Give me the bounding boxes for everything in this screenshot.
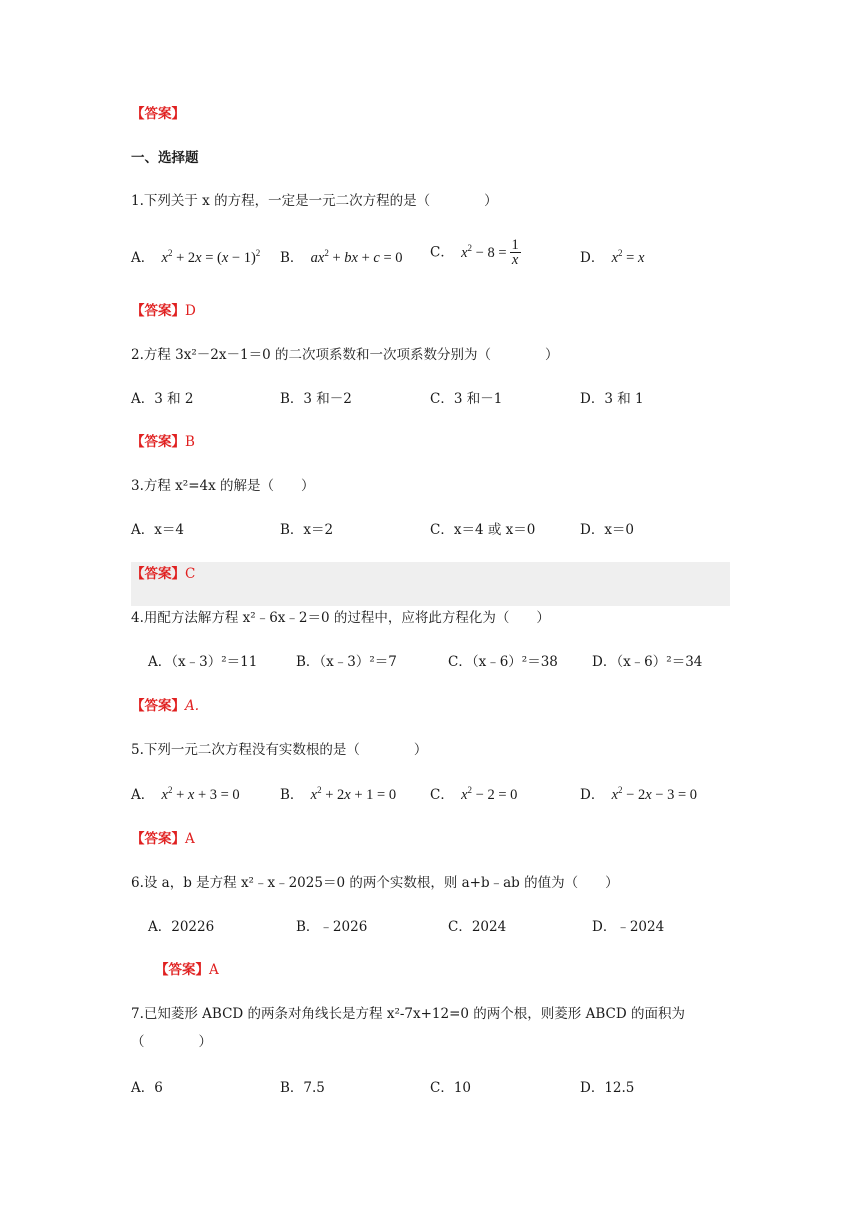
q2-answer — [131, 433, 195, 451]
q1-option-b-label: B． — [280, 250, 304, 266]
q5-answer — [131, 830, 195, 848]
q3-option-a: A．x＝4 — [131, 522, 184, 538]
section-title: 一、选择题 — [131, 150, 199, 166]
question-4-stem: 4.用配方法解方程 x²﹣6x﹣2＝0 的过程中，应将此方程化为（ ） — [131, 610, 550, 626]
q1-answer-prefix: 【答案】 — [131, 303, 185, 319]
q1-option-c-label: C． — [430, 244, 454, 261]
q3-answer-value: C — [185, 566, 196, 582]
q4-answer-prefix: 【答案】 — [131, 698, 185, 714]
q2-option-b: B．3 和－2 — [280, 391, 352, 407]
q5-option-c — [430, 786, 517, 804]
q4-answer-value: A. — [185, 698, 200, 714]
q1-option-c — [430, 238, 521, 267]
q5-answer-value: A — [185, 831, 195, 847]
question-1-stem: 1.下列关于 x 的方程，一定是一元二次方程的是（ ） — [131, 193, 498, 209]
q5-option-a-formula: $x^2 + x + 3 = 0$ — [161, 785, 240, 803]
q1-answer — [131, 302, 196, 320]
q6-answer-value: A — [209, 962, 219, 978]
q1-option-b — [280, 249, 403, 267]
question-6-stem: 6.设 a，b 是方程 x²﹣x﹣2025＝0 的两个实数根，则 a+b﹣ab 的值为（ ） — [131, 875, 619, 891]
q4-option-d: D．（x﹣6）²＝34 — [592, 654, 703, 670]
q2-answer-value: B — [185, 434, 195, 450]
question-7-stem-line1: 7.已知菱形 ABCD 的两条对角线长是方程 x²-7x+12=0 的两个根，则菱形 ABCD 的面积为 — [131, 1006, 685, 1022]
q2-option-c: C．3 和－1 — [430, 391, 503, 407]
q5-option-d — [580, 786, 697, 804]
q6-answer — [155, 961, 219, 979]
q5-option-c-formula: $x^2 - 2 = 0$ — [461, 785, 518, 803]
q5-option-d-label: D． — [580, 787, 605, 803]
q1-option-c-formula: $x^2 - 8$ = — [461, 242, 507, 261]
q1-answer-value: D — [185, 303, 196, 319]
q5-option-a — [131, 786, 240, 804]
q7-option-b: B．7.5 — [280, 1080, 325, 1096]
q3-option-c: C．x＝4 或 x＝0 — [430, 522, 536, 538]
q5-option-b — [280, 786, 396, 804]
q1-option-a — [131, 249, 260, 267]
q3-answer — [131, 565, 195, 583]
q5-option-b-label: B． — [280, 787, 304, 803]
q4-option-b: B．（x﹣3）²＝7 — [296, 654, 397, 670]
q5-answer-prefix: 【答案】 — [131, 831, 185, 847]
q2-answer-prefix: 【答案】 — [131, 434, 185, 450]
question-3-stem: 3.方程 x²=4x 的解是（ ） — [131, 478, 315, 494]
q4-option-a: A．（x﹣3）²＝11 — [148, 654, 258, 670]
q4-answer — [131, 697, 199, 715]
q1-option-b-formula: $ax^2$ + bx + c = 0 — [310, 248, 403, 266]
q6-option-d: D．﹣2024 — [592, 919, 665, 935]
answer-header: 【答案】 — [131, 106, 185, 122]
q6-option-a: A．20226 — [148, 919, 215, 935]
q2-option-d: D．3 和 1 — [580, 391, 644, 407]
q1-option-a-label: A． — [131, 250, 155, 266]
q3-option-b: B．x＝2 — [280, 522, 334, 538]
question-2-stem: 2.方程 3x²－2x－1＝0 的二次项系数和一次项系数分别为（ ） — [131, 347, 559, 363]
q7-option-a: A．6 — [131, 1080, 163, 1096]
q1-option-d-formula: $x^2 = x$ — [611, 248, 645, 266]
q5-option-c-label: C． — [430, 787, 454, 803]
q7-option-d: D．12.5 — [580, 1080, 635, 1096]
q6-answer-prefix: 【答案】 — [155, 962, 209, 978]
q6-option-b: B．﹣2026 — [296, 919, 368, 935]
q3-option-d: D．x＝0 — [580, 522, 635, 538]
q1-option-c-fraction: $\frac{1}{x}$ — [511, 237, 519, 268]
highlight-band — [131, 562, 730, 606]
q3-answer-prefix: 【答案】 — [131, 566, 185, 582]
q7-option-c: C．10 — [430, 1080, 472, 1096]
question-7-stem-line2: （ ） — [131, 1034, 212, 1050]
q6-option-c: C．2024 — [448, 919, 507, 935]
q1-option-d-label: D． — [580, 250, 605, 266]
q1-option-a-formula: $x^2 + 2x = (x - 1)^2$ — [161, 248, 261, 266]
q5-option-a-label: A． — [131, 787, 155, 803]
q5-option-b-formula: $x^2 + 2x + 1 = 0$ — [310, 785, 397, 803]
q4-option-c: C．（x﹣6）²＝38 — [448, 654, 558, 670]
q1-option-d — [580, 249, 644, 267]
question-5-stem: 5.下列一元二次方程没有实数根的是（ ） — [131, 742, 428, 758]
q2-option-a: A．3 和 2 — [131, 391, 194, 407]
q5-option-d-formula: $x^2 - 2x - 3 = 0$ — [611, 785, 697, 803]
